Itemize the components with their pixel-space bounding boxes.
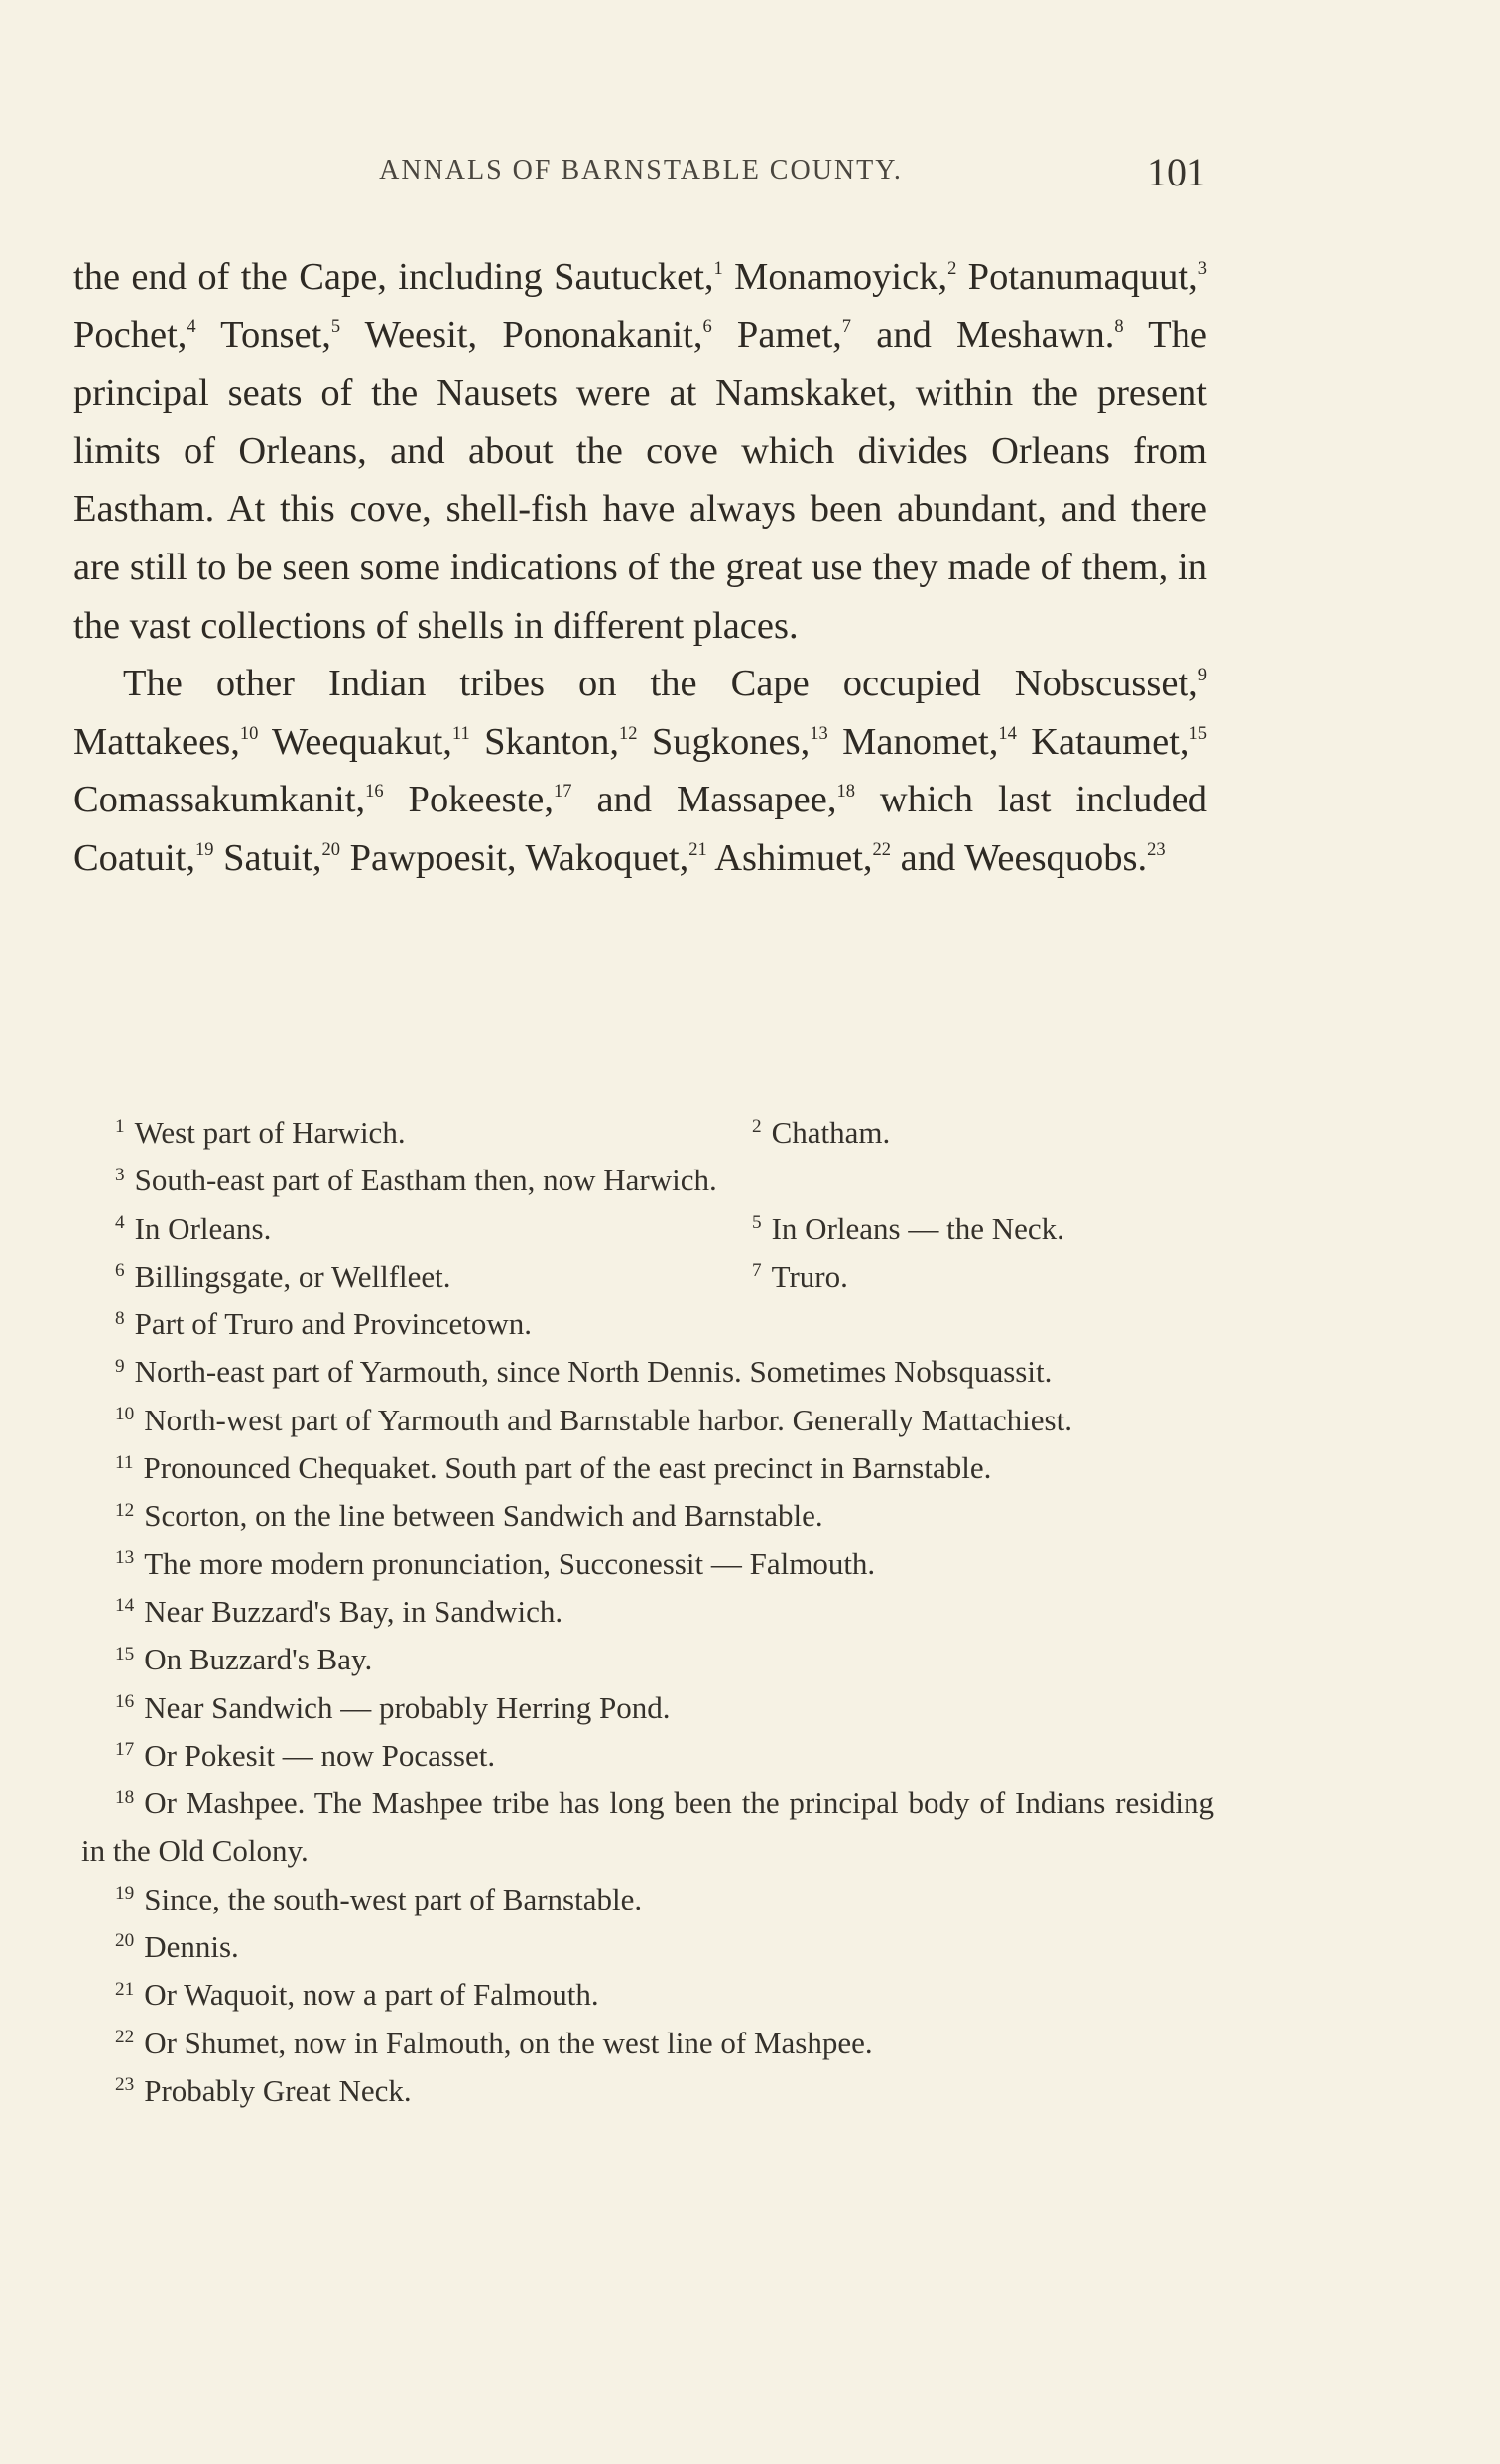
- text-run: Tonset,: [195, 313, 331, 356]
- footnote-line: [81, 1444, 1214, 1492]
- footnote-reference: 1: [713, 258, 723, 279]
- text-run: The principal seats of the Nausets were at Namskaket, within the present limits of Orleans, and about the cove which divides Orleans from Eastham. At this cove, shell-fish have always been abundant, and there are still to be seen some indications of the great use they made of them, in the vast collections of shells in different places.: [73, 313, 1207, 647]
- footnote-reference: 19: [194, 839, 214, 860]
- text-run: Weequakut,: [258, 720, 452, 763]
- footnote: [81, 1205, 752, 1253]
- footnote-line: [81, 1348, 1214, 1396]
- footnotes: [81, 1109, 1214, 2115]
- footnote-line: [81, 1876, 1214, 1923]
- footnote-text: Truro.: [771, 1258, 848, 1294]
- text-run: Pamet,: [711, 313, 842, 356]
- footnote-reference: 2: [947, 258, 957, 279]
- footnote-number: 13: [115, 1547, 135, 1569]
- text-run: Pawpoesit, Wakoquet,: [340, 836, 689, 879]
- footnote-line: [81, 1780, 1214, 1876]
- footnote-number: 12: [115, 1499, 135, 1521]
- footnote-reference: 10: [239, 722, 259, 743]
- footnote-number: 11: [115, 1451, 134, 1473]
- footnote-reference: 18: [836, 781, 855, 801]
- footnote-number: 20: [115, 1930, 135, 1952]
- paragraph: [73, 248, 1207, 655]
- footnote-text: In Orleans.: [134, 1210, 272, 1246]
- footnote-line: [81, 1540, 1214, 1588]
- footnote-text: Scorton, on the line between Sandwich and Barnstable.: [144, 1498, 823, 1534]
- text-run: and Weesquobs.: [891, 836, 1148, 879]
- footnote-reference: 20: [321, 839, 341, 860]
- text-run: Potanumaquut,: [956, 256, 1198, 298]
- footnote: [115, 1594, 562, 1629]
- footnote: [115, 1642, 372, 1676]
- footnote: [115, 1163, 717, 1197]
- footnote: [115, 2073, 412, 2108]
- text-run: Sugkones,: [637, 720, 811, 763]
- footnote-text: In Orleans — the Neck.: [771, 1210, 1064, 1246]
- footnote-line: [81, 1109, 1214, 1157]
- footnote: [115, 1929, 239, 1964]
- footnote-reference: 8: [1114, 315, 1124, 336]
- footnote-line: [81, 1205, 1214, 1253]
- footnote-reference: 16: [365, 781, 384, 801]
- footnote-text: Or Shumet, now in Falmouth, on the west line of Mashpee.: [144, 2025, 873, 2060]
- footnote-number: 3: [115, 1164, 125, 1185]
- text-run: Ashimuet,: [706, 836, 873, 879]
- footnote-text: Near Sandwich — probably Herring Pond.: [144, 1689, 671, 1725]
- footnote-line: [81, 1732, 1214, 1780]
- footnote-number: 1: [115, 1116, 125, 1138]
- footnote-text: Dennis.: [144, 1929, 239, 1965]
- text-run: Mattakees,: [73, 720, 240, 763]
- footnote-line: [81, 1684, 1214, 1732]
- footnote: [115, 1738, 495, 1773]
- footnote-number: 4: [115, 1212, 125, 1234]
- footnote: [752, 1205, 1214, 1253]
- footnote-line: [81, 1923, 1214, 1971]
- footnote-text: North-west part of Yarmouth and Barnstable harbor. Generally Mattachiest.: [144, 1402, 1072, 1437]
- footnote: [115, 2026, 873, 2060]
- text-run: and Massapee,: [571, 779, 837, 821]
- paragraph: [73, 655, 1207, 887]
- footnote-reference: 6: [702, 315, 712, 336]
- footnote-text: Chatham.: [771, 1115, 891, 1150]
- text-run: Pokeeste,: [383, 779, 555, 821]
- text-run: which last included Coatuit,: [73, 779, 1208, 879]
- footnote: [115, 1977, 599, 2012]
- footnote-number: 6: [115, 1260, 125, 1282]
- footnote-number: 15: [115, 1643, 135, 1664]
- footnote-number: 18: [115, 1786, 135, 1808]
- footnote: [115, 1450, 991, 1485]
- text-run: Weesit, Pononakanit,: [340, 313, 703, 356]
- text-run: Manomet,: [827, 720, 999, 763]
- footnote: [81, 1253, 752, 1300]
- text-run: Comassakumkanit,: [73, 779, 366, 821]
- footnote-number: 5: [752, 1212, 762, 1234]
- page-header: [75, 149, 1206, 198]
- footnote-number: 2: [752, 1116, 762, 1138]
- text-run: The other Indian tribes on the Cape occupied Nobscusset,: [123, 663, 1198, 705]
- footnote-text: North-east part of Yarmouth, since North Dennis. Sometimes Nobsquassit.: [134, 1354, 1053, 1390]
- footnote-number: 17: [115, 1739, 135, 1761]
- footnote-number: 7: [752, 1260, 762, 1282]
- footnote-reference: 11: [451, 722, 470, 743]
- footnote-number: 19: [115, 1883, 135, 1905]
- text-run: Pochet,: [73, 313, 188, 356]
- footnote: [81, 1786, 1214, 1868]
- footnote-number: 8: [115, 1307, 125, 1329]
- footnote-line: [81, 2020, 1214, 2067]
- footnote-line: [81, 2067, 1214, 2115]
- footnote-text: Or Waquoit, now a part of Falmouth.: [144, 1977, 599, 2013]
- footnote-reference: 5: [330, 315, 341, 336]
- footnote-text: Or Pokesit — now Pocasset.: [144, 1737, 496, 1773]
- footnote: [115, 1546, 875, 1581]
- footnote-text: Pronounced Chequaket. South part of the east precinct in Barnstable.: [143, 1450, 992, 1486]
- text-run: Kataumet,: [1016, 720, 1189, 763]
- footnote-reference: 3: [1197, 258, 1207, 279]
- footnote-text: West part of Harwich.: [134, 1115, 406, 1150]
- footnote: [115, 1882, 642, 1916]
- footnote-line: [81, 1300, 1214, 1348]
- footnote-reference: 22: [872, 839, 891, 860]
- page-number: 101: [1147, 150, 1206, 194]
- text-run: the end of the Cape, including Sautucket,: [73, 256, 714, 298]
- text-run: Skanton,: [469, 720, 619, 763]
- footnote: [81, 1109, 752, 1157]
- footnote-line: [81, 1971, 1214, 2019]
- footnote: [115, 1690, 671, 1725]
- footnote-number: 23: [115, 2074, 135, 2096]
- footnote: [115, 1498, 823, 1533]
- footnote: [115, 1354, 1052, 1389]
- footnote-text: Since, the south-west part of Barnstable.: [144, 1881, 643, 1916]
- footnote-line: [81, 1157, 1214, 1204]
- footnote: [752, 1109, 1214, 1157]
- footnote-text: Part of Truro and Provincetown.: [134, 1306, 533, 1342]
- text-run: and Meshawn.: [851, 313, 1115, 356]
- footnote-reference: 15: [1188, 722, 1207, 743]
- footnote-line: [81, 1253, 1214, 1300]
- footnote-reference: 12: [618, 722, 638, 743]
- footnote-reference: 23: [1147, 839, 1166, 860]
- footnote-reference: 14: [998, 722, 1017, 743]
- footnote-reference: 21: [688, 839, 707, 860]
- footnote-number: 21: [115, 1978, 135, 2000]
- footnote-text: The more modern pronunciation, Succonessit — Falmouth.: [144, 1545, 876, 1581]
- footnote-line: [81, 1636, 1214, 1683]
- footnote-text: Near Buzzard's Bay, in Sandwich.: [144, 1593, 563, 1629]
- main-text: [73, 248, 1207, 888]
- footnote-reference: 9: [1197, 665, 1207, 685]
- text-run: Monamoyick,: [722, 256, 948, 298]
- footnote-number: 9: [115, 1355, 125, 1377]
- footnote-reference: 4: [187, 315, 196, 336]
- footnote-line: [81, 1588, 1214, 1636]
- footnote-text: Billingsgate, or Wellfleet.: [134, 1258, 451, 1294]
- running-head: ANNALS OF BARNSTABLE COUNTY.: [379, 155, 903, 185]
- footnote: [115, 1306, 532, 1341]
- footnote-text: Probably Great Neck.: [144, 2072, 412, 2108]
- footnote-number: 10: [115, 1404, 135, 1425]
- footnote-number: 16: [115, 1691, 135, 1712]
- footnote-text: South-east part of Eastham then, now Harwich.: [134, 1163, 717, 1198]
- text-run: Satuit,: [213, 836, 322, 879]
- footnote-number: 14: [115, 1595, 135, 1617]
- footnote-text: Or Mashpee. The Mashpee tribe has long been the principal body of Indians residing in the Old Colony.: [81, 1786, 1214, 1869]
- footnote-reference: 7: [841, 315, 852, 336]
- footnote-number: 22: [115, 2027, 135, 2048]
- footnote-reference: 17: [554, 781, 572, 801]
- footnote: [752, 1253, 1214, 1300]
- footnote-line: [81, 1492, 1214, 1540]
- footnote-line: [81, 1397, 1214, 1444]
- footnote-reference: 13: [810, 722, 828, 743]
- footnote-text: On Buzzard's Bay.: [144, 1642, 373, 1677]
- footnote: [115, 1403, 1072, 1437]
